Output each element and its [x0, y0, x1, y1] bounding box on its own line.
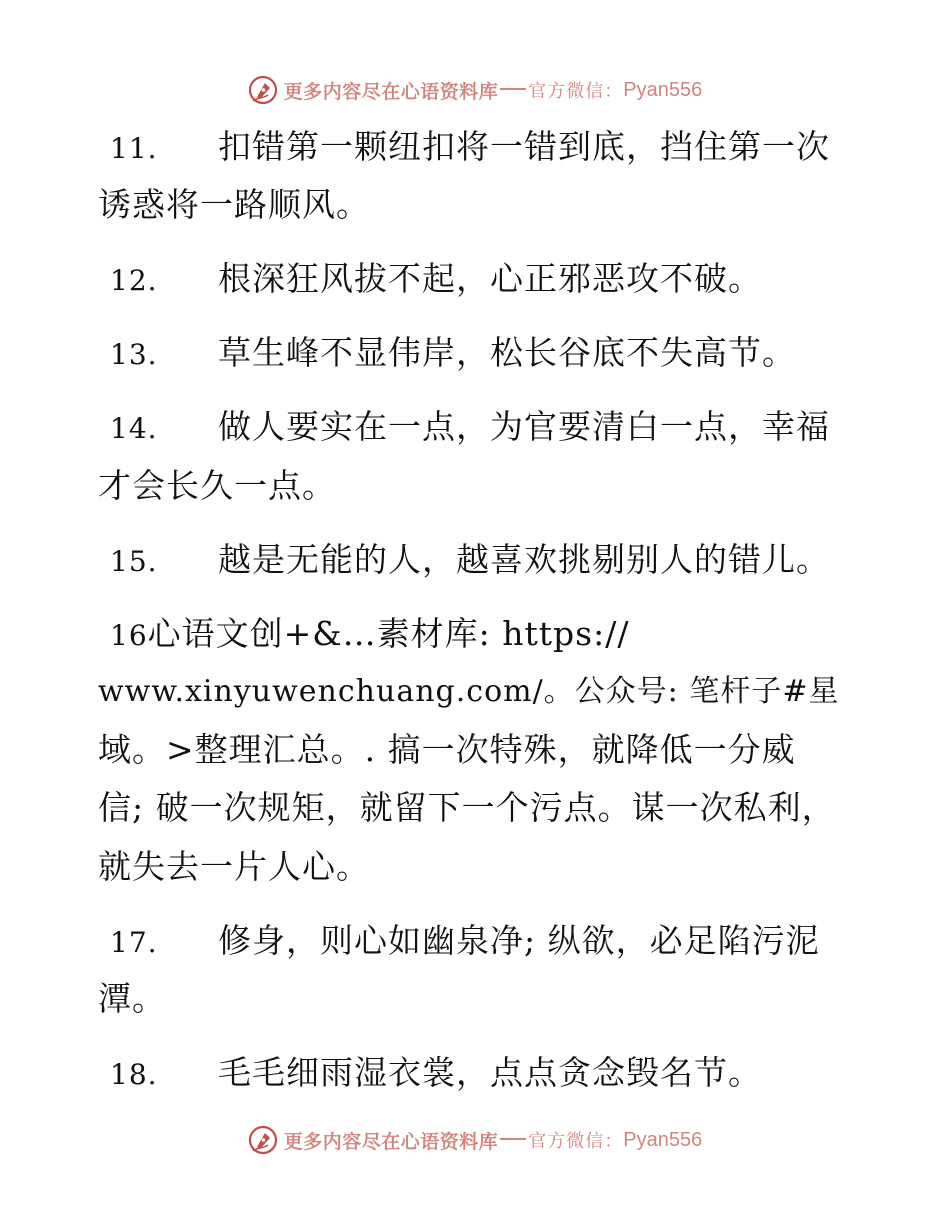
item-number: 14.	[110, 412, 158, 445]
list-item-18	[98, 1053, 858, 1093]
item-text-line: 扣错第一颗纽扣将一错到底，挡住第一次	[218, 127, 830, 166]
footer-banner-dash	[500, 1138, 526, 1140]
item-number: 17.	[110, 926, 158, 959]
item-text-line: 域。>整理汇总。. 搞一次特殊，就降低一分威	[98, 730, 796, 769]
list-item-16-continuation	[98, 730, 858, 770]
header-banner-text: 更多内容尽在心语资料库	[283, 80, 499, 103]
item-text-line: 根深狂风拔不起，心正邪恶攻不破。	[218, 259, 762, 298]
item-number: 15.	[110, 545, 158, 578]
item-text-line: 修身，则心如幽泉净; 纵欲，必足陷污泥	[218, 921, 820, 960]
list-item-16-continuation	[98, 672, 858, 712]
item-number: 12.	[110, 264, 158, 297]
item-text-line: 信; 破一次规矩，就留下一个污点。谋一次私利，	[98, 788, 836, 827]
list-item-17	[98, 921, 858, 961]
item-text-line: 毛毛细雨湿衣裳，点点贪念毁名节。	[218, 1053, 762, 1092]
item-text-line: 做人要实在一点，为官要清白一点，幸福	[218, 407, 830, 446]
list-item-16-continuation	[98, 788, 858, 828]
item-text-line: 诱惑将一路顺风。	[98, 185, 370, 224]
list-item-11-continuation	[98, 185, 858, 225]
item-text-line: 潭。	[98, 979, 166, 1018]
pen-nib-logo-icon	[248, 1125, 278, 1155]
list-item-12	[98, 259, 858, 299]
item-text-line: 才会长久一点。	[98, 466, 336, 505]
item-number: 13.	[110, 338, 158, 371]
item-text-line: 越是无能的人，越喜欢挑剔别人的错儿。	[218, 540, 830, 579]
header-banner-dash	[500, 88, 526, 90]
footer-wechat-label: 官方微信：	[528, 1131, 624, 1152]
header-banner	[0, 70, 950, 110]
footer-wechat-handle: Pyan556	[623, 1128, 703, 1151]
list-item-14-continuation	[98, 466, 858, 506]
list-item-15	[98, 540, 858, 580]
header-wechat-label: 官方微信：	[528, 81, 624, 102]
header-wechat-handle: Pyan556	[623, 78, 703, 101]
list-item-14	[98, 407, 858, 447]
list-item-16	[98, 614, 858, 654]
pen-nib-logo-icon	[248, 75, 278, 105]
item-number: 18.	[110, 1058, 158, 1091]
footer-banner-text: 更多内容尽在心语资料库	[283, 1130, 499, 1153]
item-text-line: www.xinyuwenchuang.com/。公众号: 笔杆子#星	[98, 674, 840, 709]
item-text-line: 心语文创+&…素材库: https://	[147, 614, 630, 653]
footer-banner	[0, 1120, 950, 1160]
list-item-16-continuation	[98, 847, 858, 887]
list-item-13	[98, 333, 858, 373]
list-item-11	[98, 127, 858, 167]
item-number: 16	[110, 619, 148, 652]
list-item-17-continuation	[98, 979, 858, 1019]
item-text-line: 就失去一片人心。	[98, 847, 370, 886]
item-number: 11.	[110, 132, 158, 165]
item-text-line: 草生峰不显伟岸，松长谷底不失高节。	[218, 333, 796, 372]
